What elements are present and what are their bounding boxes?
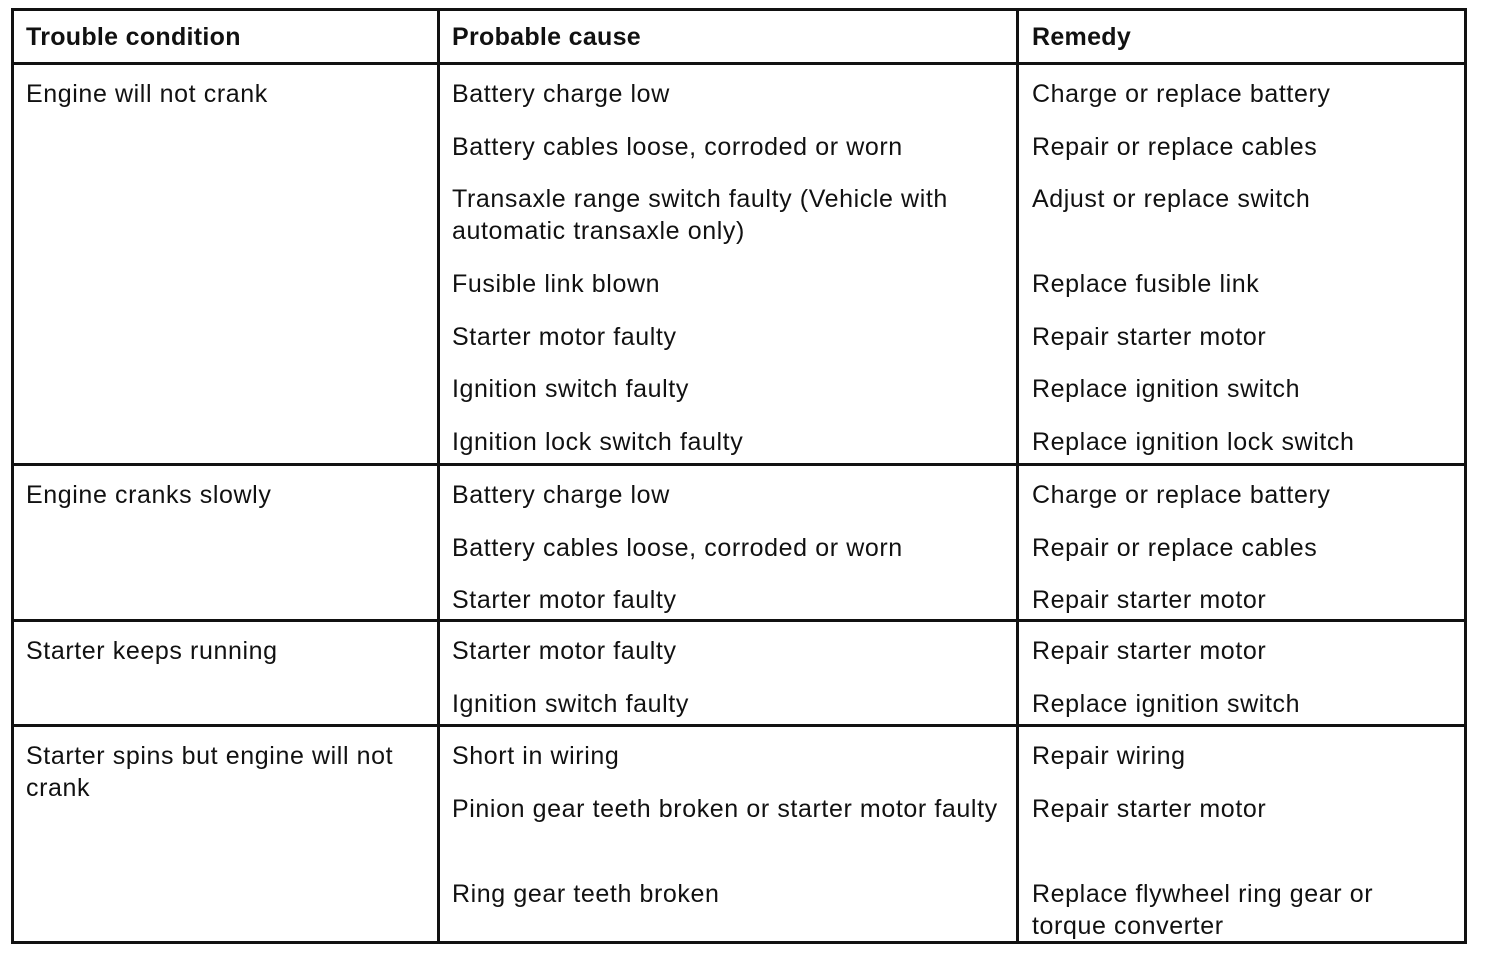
cause-text: Battery charge low [452, 80, 670, 108]
cause-text: Ring gear teeth broken [452, 879, 720, 908]
condition-text: Starter keeps running [26, 637, 278, 665]
cause-text: Battery cables loose, corroded or worn [452, 533, 903, 562]
remedy-entry [1032, 532, 1452, 585]
cause-text: Battery charge low [452, 481, 670, 509]
remedy-entry [1032, 78, 1452, 131]
cause-text: Pinion gear teeth broken or starter motor faulty [452, 794, 998, 823]
condition-cell [14, 466, 440, 622]
cause-text: Starter motor faulty [452, 586, 677, 614]
remedy-text: Repair starter motor [1032, 794, 1267, 823]
remedy-cell [1019, 727, 1464, 942]
condition-cell [14, 727, 440, 942]
remedy-text: Repair starter motor [1032, 637, 1267, 665]
cause-entry [452, 479, 1004, 532]
remedy-entry [1032, 321, 1452, 374]
remedy-text: Repair wiring [1032, 742, 1186, 770]
cause-entry [452, 78, 1004, 131]
remedy-text: Replace fusible link [1032, 270, 1260, 298]
cause-entry [452, 131, 1004, 184]
cause-text: Short in wiring [452, 742, 620, 770]
remedy-cell [1019, 466, 1464, 622]
cause-cell [440, 727, 1019, 942]
cause-text: Battery cables loose, corroded or worn [452, 132, 903, 161]
remedy-entry [1032, 793, 1452, 878]
cause-entry [452, 793, 1004, 878]
cause-text: Ignition lock switch faulty [452, 427, 744, 456]
cause-text: Fusible link blown [452, 270, 661, 298]
cause-entry [452, 268, 1004, 321]
cause-entry [452, 532, 1004, 585]
cause-entry [452, 373, 1004, 426]
cause-text: Starter motor faulty [452, 637, 677, 665]
remedy-entry [1032, 635, 1452, 688]
remedy-entry [1032, 740, 1452, 793]
cause-cell [440, 466, 1019, 622]
remedy-entry [1032, 183, 1452, 268]
remedy-text: Repair starter motor [1032, 586, 1267, 614]
remedy-entry [1032, 373, 1452, 426]
header-trouble-condition: Trouble condition [14, 11, 440, 65]
cause-entry [452, 878, 1004, 931]
condition-text: Engine will not crank [26, 80, 268, 108]
remedy-text: Replace ignition switch [1032, 689, 1301, 718]
cause-cell [440, 65, 1019, 466]
remedy-text: Replace ignition switch [1032, 375, 1301, 403]
cause-entry [452, 635, 1004, 688]
cause-entry [452, 321, 1004, 374]
remedy-text: Charge or replace battery [1032, 481, 1331, 509]
cause-entry [452, 740, 1004, 793]
remedy-text: Adjust or replace switch [1032, 185, 1311, 213]
remedy-text: Repair or replace cables [1032, 533, 1318, 562]
remedy-entry [1032, 131, 1452, 184]
remedy-cell [1019, 622, 1464, 727]
remedy-text: Repair or replace cables [1032, 132, 1318, 161]
remedy-entry [1032, 878, 1452, 942]
cause-text: Ignition switch faulty [452, 375, 689, 403]
troubleshooting-table [11, 8, 1467, 944]
condition-cell [14, 65, 440, 466]
header-probable-cause: Probable cause [440, 11, 1019, 65]
remedy-cell [1019, 65, 1464, 466]
remedy-text: Replace ignition lock switch [1032, 427, 1355, 456]
cause-cell [440, 622, 1019, 727]
condition-text: Starter spins but engine will not crank [26, 742, 394, 802]
cause-entry [452, 183, 1004, 268]
remedy-entry [1032, 268, 1452, 321]
cause-text: Ignition switch faulty [452, 689, 689, 718]
cause-text: Starter motor faulty [452, 322, 677, 351]
remedy-entry [1032, 479, 1452, 532]
remedy-text: Repair starter motor [1032, 322, 1267, 351]
cause-text: Transaxle range switch faulty (Vehicle with automatic transaxle only) [452, 185, 948, 245]
condition-cell [14, 622, 440, 727]
remedy-text: Replace flywheel ring gear or torque converter [1032, 879, 1374, 940]
header-remedy: Remedy [1019, 11, 1464, 65]
remedy-text: Charge or replace battery [1032, 80, 1331, 108]
condition-text: Engine cranks slowly [26, 481, 272, 509]
